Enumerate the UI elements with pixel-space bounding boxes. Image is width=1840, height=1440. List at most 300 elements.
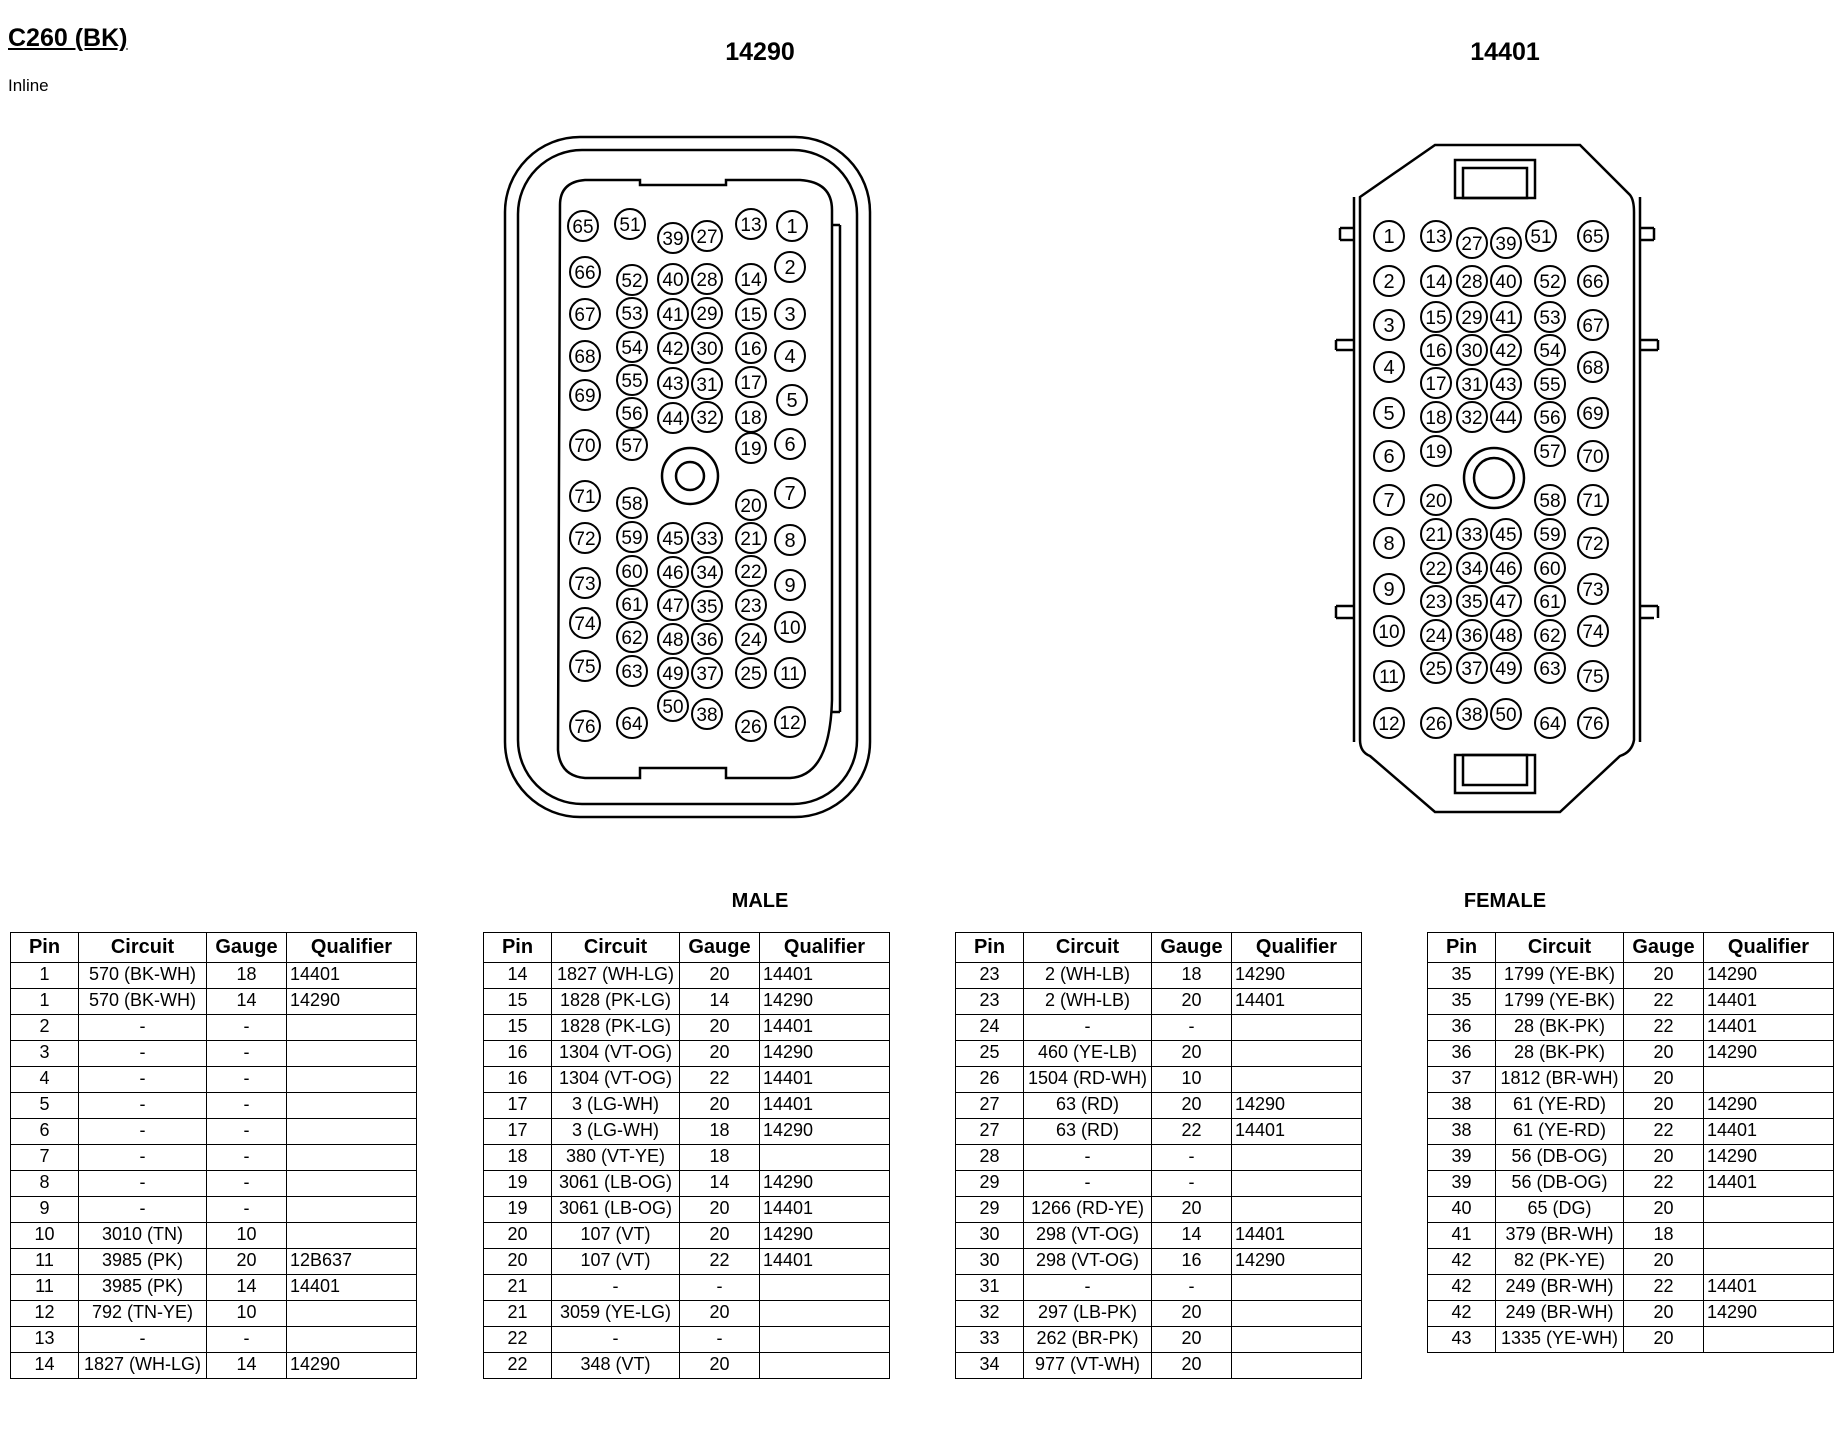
female-pin-cavities	[1374, 221, 1608, 738]
circuit-cell: 3985 (PK)	[79, 1249, 207, 1275]
pin-number: 8	[1383, 533, 1395, 555]
male-part-number: 14290	[725, 38, 795, 66]
table-row	[956, 1119, 1362, 1145]
pin-cell: 10	[11, 1223, 79, 1249]
circuit-cell: 107 (VT)	[552, 1249, 680, 1275]
pin-number: 51	[1530, 227, 1552, 248]
table-row	[1428, 1171, 1834, 1197]
qualifier-cell: 14401	[1704, 1171, 1834, 1197]
qualifier-cell	[1704, 1327, 1834, 1353]
table-row	[1428, 963, 1834, 989]
qualifier-cell: 14290	[1704, 1301, 1834, 1327]
pin-number: 74	[1582, 622, 1604, 643]
pin-cell: 38	[1428, 1119, 1496, 1145]
qualifier-cell	[760, 1275, 890, 1301]
column-header: Pin	[956, 933, 1024, 963]
circuit-cell: 298 (VT-OG)	[1024, 1223, 1152, 1249]
table-row	[484, 1171, 890, 1197]
pin-number: 56	[621, 404, 643, 425]
pin-number: 4	[1383, 357, 1395, 379]
male-pin-cavities	[568, 209, 807, 741]
gauge-cell: 14	[680, 1171, 760, 1197]
column-header: Circuit	[1024, 933, 1152, 963]
pin-number: 33	[1461, 525, 1483, 546]
pin-number: 29	[1461, 308, 1483, 329]
pin-number: 64	[1539, 714, 1561, 735]
circuit-cell: -	[79, 1093, 207, 1119]
pin-number: 53	[1539, 308, 1561, 329]
pin-number: 48	[662, 630, 684, 651]
pin-cell: 19	[484, 1197, 552, 1223]
qualifier-cell: 14290	[760, 1119, 890, 1145]
pin-number: 55	[621, 371, 643, 392]
pin-number: 43	[662, 374, 684, 395]
gauge-cell: 20	[1624, 1145, 1704, 1171]
qualifier-cell: 14290	[760, 989, 890, 1015]
pin-number: 74	[574, 614, 596, 635]
gauge-cell: 18	[1624, 1223, 1704, 1249]
pin-number: 68	[574, 347, 596, 368]
pin-number: 70	[574, 436, 596, 457]
circuit-cell: 1504 (RD-WH)	[1024, 1067, 1152, 1093]
column-header: Gauge	[680, 933, 760, 963]
pin-cell: 30	[956, 1223, 1024, 1249]
pinout-table-3	[955, 932, 1362, 1379]
pin-number: 15	[1425, 308, 1447, 329]
table-row	[956, 989, 1362, 1015]
pin-cell: 21	[484, 1275, 552, 1301]
circuit-cell: -	[79, 1041, 207, 1067]
pin-cell: 37	[1428, 1067, 1496, 1093]
circuit-cell: 107 (VT)	[552, 1223, 680, 1249]
pin-cell: 31	[956, 1275, 1024, 1301]
pin-cell: 1	[11, 963, 79, 989]
table-row	[956, 1015, 1362, 1041]
pin-number: 3	[1383, 315, 1395, 337]
circuit-cell: 348 (VT)	[552, 1353, 680, 1379]
pin-cell: 18	[484, 1145, 552, 1171]
qualifier-cell: 14401	[760, 1067, 890, 1093]
pin-number: 19	[1425, 442, 1447, 463]
table-row	[484, 1119, 890, 1145]
pin-number: 29	[696, 304, 718, 325]
table-row	[956, 1067, 1362, 1093]
pin-number: 43	[1495, 375, 1517, 396]
gauge-cell: 10	[1152, 1067, 1232, 1093]
gauge-cell: 20	[1624, 1197, 1704, 1223]
gauge-cell: -	[680, 1275, 760, 1301]
circuit-cell: 3059 (YE-LG)	[552, 1301, 680, 1327]
table-row	[11, 1249, 417, 1275]
gauge-cell: 16	[1152, 1249, 1232, 1275]
table-row	[484, 1145, 890, 1171]
pin-cell: 20	[484, 1249, 552, 1275]
pin-number: 14	[740, 270, 762, 291]
table-row	[1428, 1301, 1834, 1327]
column-header: Qualifier	[760, 933, 890, 963]
table-row	[1428, 1223, 1834, 1249]
pin-cell: 16	[484, 1041, 552, 1067]
table-row	[484, 1015, 890, 1041]
circuit-cell: 3 (LG-WH)	[552, 1093, 680, 1119]
pin-number: 48	[1495, 626, 1517, 647]
table-row	[11, 1301, 417, 1327]
table-row	[484, 1197, 890, 1223]
pinout-table-4	[1427, 932, 1834, 1353]
circuit-cell: -	[79, 1327, 207, 1353]
qualifier-cell: 14290	[1704, 1093, 1834, 1119]
connector-title: C260 (BK)	[8, 24, 128, 52]
table-row	[956, 1353, 1362, 1379]
pin-cell: 42	[1428, 1301, 1496, 1327]
circuit-cell: -	[552, 1275, 680, 1301]
pin-cell: 23	[956, 963, 1024, 989]
pin-cell: 17	[484, 1093, 552, 1119]
gauge-cell: 22	[680, 1067, 760, 1093]
pin-number: 76	[574, 717, 596, 738]
pin-cell: 42	[1428, 1275, 1496, 1301]
pin-cell: 22	[484, 1353, 552, 1379]
column-header: Pin	[1428, 933, 1496, 963]
circuit-cell: 56 (DB-OG)	[1496, 1171, 1624, 1197]
qualifier-cell	[287, 1301, 417, 1327]
column-header: Qualifier	[287, 933, 417, 963]
pin-cell: 28	[956, 1145, 1024, 1171]
pin-number: 21	[740, 529, 762, 550]
table-row	[484, 1275, 890, 1301]
circuit-cell: 3010 (TN)	[79, 1223, 207, 1249]
pin-number: 60	[1539, 559, 1561, 580]
circuit-cell: 1304 (VT-OG)	[552, 1041, 680, 1067]
pin-cell: 40	[1428, 1197, 1496, 1223]
gauge-cell: 14	[1152, 1223, 1232, 1249]
gauge-cell: -	[1152, 1171, 1232, 1197]
qualifier-cell	[1232, 1275, 1362, 1301]
pin-cell: 6	[11, 1119, 79, 1145]
circuit-cell: 570 (BK-WH)	[79, 963, 207, 989]
pin-number: 17	[1425, 374, 1447, 395]
table-row	[1428, 1093, 1834, 1119]
gauge-cell: -	[207, 1093, 287, 1119]
circuit-cell: 28 (BK-PK)	[1496, 1015, 1624, 1041]
pin-number: 69	[1582, 404, 1604, 425]
gauge-cell: -	[207, 1327, 287, 1353]
pin-number: 7	[1383, 490, 1395, 512]
pin-cell: 15	[484, 989, 552, 1015]
qualifier-cell	[287, 1171, 417, 1197]
gauge-cell: 22	[680, 1249, 760, 1275]
gauge-cell: 18	[680, 1145, 760, 1171]
circuit-cell: 570 (BK-WH)	[79, 989, 207, 1015]
pin-number: 30	[696, 339, 718, 360]
circuit-cell: -	[79, 1171, 207, 1197]
qualifier-cell: 14290	[287, 989, 417, 1015]
qualifier-cell: 14290	[1232, 963, 1362, 989]
pin-cell: 26	[956, 1067, 1024, 1093]
table-row	[956, 1171, 1362, 1197]
gauge-cell: 22	[1624, 1015, 1704, 1041]
circuit-cell: 61 (YE-RD)	[1496, 1119, 1624, 1145]
pin-cell: 36	[1428, 1041, 1496, 1067]
pin-number: 33	[696, 529, 718, 550]
pin-cell: 3	[11, 1041, 79, 1067]
pin-number: 52	[621, 271, 643, 292]
circuit-cell: 3 (LG-WH)	[552, 1119, 680, 1145]
gauge-cell: 10	[207, 1223, 287, 1249]
pin-cell: 11	[11, 1275, 79, 1301]
pin-number: 39	[1495, 234, 1517, 255]
pin-number: 49	[1495, 659, 1517, 680]
qualifier-cell	[287, 1223, 417, 1249]
qualifier-cell	[1232, 1145, 1362, 1171]
qualifier-cell: 14401	[760, 1093, 890, 1119]
pin-number: 11	[1379, 667, 1399, 688]
pin-number: 17	[740, 373, 762, 394]
pin-cell: 29	[956, 1171, 1024, 1197]
circuit-cell: 63 (RD)	[1024, 1119, 1152, 1145]
qualifier-cell	[287, 1067, 417, 1093]
gauge-cell: 20	[1624, 1093, 1704, 1119]
gauge-cell: -	[207, 1067, 287, 1093]
table-row	[1428, 1119, 1834, 1145]
gauge-cell: 20	[1624, 1327, 1704, 1353]
table-row	[11, 1197, 417, 1223]
pin-number: 69	[574, 386, 596, 407]
circuit-cell: 3985 (PK)	[79, 1275, 207, 1301]
table-row	[11, 1327, 417, 1353]
qualifier-cell	[1232, 1067, 1362, 1093]
gauge-cell: -	[1152, 1145, 1232, 1171]
table-row	[11, 1015, 417, 1041]
table-row	[1428, 1015, 1834, 1041]
qualifier-cell: 12B637	[287, 1249, 417, 1275]
pin-number: 53	[621, 304, 643, 325]
pin-number: 8	[784, 530, 796, 552]
qualifier-cell	[1704, 1223, 1834, 1249]
gauge-cell: 20	[680, 1353, 760, 1379]
pin-number: 72	[1582, 534, 1604, 555]
table-row	[956, 963, 1362, 989]
circuit-cell: -	[1024, 1275, 1152, 1301]
circuit-cell: 977 (VT-WH)	[1024, 1353, 1152, 1379]
gauge-cell: 20	[1152, 1093, 1232, 1119]
qualifier-cell: 14401	[1704, 1119, 1834, 1145]
pin-number: 67	[574, 305, 596, 326]
pin-number: 54	[1539, 341, 1561, 362]
pin-number: 12	[779, 713, 801, 734]
pin-number: 36	[696, 630, 718, 651]
pin-number: 58	[1539, 491, 1561, 512]
column-header: Gauge	[1624, 933, 1704, 963]
table-row	[956, 1145, 1362, 1171]
gauge-cell: 20	[680, 1041, 760, 1067]
circuit-cell: 3061 (LB-OG)	[552, 1171, 680, 1197]
qualifier-cell	[760, 1353, 890, 1379]
qualifier-cell: 14401	[760, 963, 890, 989]
circuit-cell: 1335 (YE-WH)	[1496, 1327, 1624, 1353]
qualifier-cell	[287, 1119, 417, 1145]
table-row	[956, 1327, 1362, 1353]
gauge-cell: 22	[1624, 1119, 1704, 1145]
circuit-cell: 65 (DG)	[1496, 1197, 1624, 1223]
circuit-cell: -	[552, 1327, 680, 1353]
female-part-number: 14401	[1470, 38, 1540, 66]
table-row	[956, 1041, 1362, 1067]
gauge-cell: 20	[680, 1197, 760, 1223]
column-header: Pin	[484, 933, 552, 963]
pin-number: 47	[1495, 592, 1517, 613]
pin-number: 27	[1461, 234, 1483, 255]
pin-number: 28	[696, 270, 718, 291]
circuit-cell: 262 (BR-PK)	[1024, 1327, 1152, 1353]
qualifier-cell: 14290	[1704, 1145, 1834, 1171]
pin-number: 24	[740, 630, 762, 651]
circuit-cell: 3061 (LB-OG)	[552, 1197, 680, 1223]
circuit-cell: -	[79, 1119, 207, 1145]
table-row	[11, 1093, 417, 1119]
gauge-cell: 14	[207, 1353, 287, 1379]
pin-number: 57	[621, 436, 643, 457]
pin-number: 2	[1383, 271, 1395, 293]
gauge-cell: -	[207, 1197, 287, 1223]
qualifier-cell	[760, 1145, 890, 1171]
circuit-cell: 61 (YE-RD)	[1496, 1093, 1624, 1119]
pinout-table-2	[483, 932, 890, 1379]
circuit-cell: 1827 (WH-LG)	[552, 963, 680, 989]
pin-number: 3	[784, 304, 796, 326]
pin-number: 42	[1495, 341, 1517, 362]
table-row	[956, 1197, 1362, 1223]
pin-number: 62	[621, 628, 643, 649]
circuit-cell: 2 (WH-LB)	[1024, 989, 1152, 1015]
column-header: Gauge	[207, 933, 287, 963]
table-row	[11, 1145, 417, 1171]
table-row	[956, 1223, 1362, 1249]
pin-cell: 39	[1428, 1145, 1496, 1171]
table-row	[1428, 1197, 1834, 1223]
table-row	[11, 1119, 417, 1145]
qualifier-cell: 14401	[287, 1275, 417, 1301]
pin-number: 40	[662, 270, 684, 291]
pin-number: 10	[779, 618, 801, 639]
pin-cell: 13	[11, 1327, 79, 1353]
pin-number: 6	[784, 434, 796, 456]
pin-cell: 4	[11, 1067, 79, 1093]
pin-number: 5	[786, 390, 798, 412]
pin-number: 46	[662, 563, 684, 584]
table-row	[484, 1067, 890, 1093]
pin-number: 34	[1461, 559, 1483, 580]
pin-number: 35	[1461, 592, 1483, 613]
pin-number: 25	[1425, 659, 1447, 680]
qualifier-cell: 14401	[1232, 1223, 1362, 1249]
pin-number: 65	[572, 217, 594, 238]
pin-cell: 21	[484, 1301, 552, 1327]
gauge-cell: 14	[680, 989, 760, 1015]
pin-cell: 27	[956, 1093, 1024, 1119]
pin-number: 35	[696, 597, 718, 618]
circuit-cell: 297 (LB-PK)	[1024, 1301, 1152, 1327]
qualifier-cell	[287, 1197, 417, 1223]
pin-number: 22	[740, 562, 762, 583]
pin-number: 26	[740, 717, 762, 738]
pin-cell: 42	[1428, 1249, 1496, 1275]
pin-number: 59	[621, 528, 643, 549]
pin-number: 26	[1425, 714, 1447, 735]
table-row	[11, 989, 417, 1015]
pin-number: 14	[1425, 272, 1447, 293]
qualifier-cell	[287, 1093, 417, 1119]
table-row	[484, 1327, 890, 1353]
circuit-cell: 1828 (PK-LG)	[552, 989, 680, 1015]
qualifier-cell	[1232, 1041, 1362, 1067]
column-header: Pin	[11, 933, 79, 963]
pin-cell: 38	[1428, 1093, 1496, 1119]
gauge-cell: 22	[1152, 1119, 1232, 1145]
circuit-cell: 460 (YE-LB)	[1024, 1041, 1152, 1067]
pin-number: 70	[1582, 447, 1604, 468]
table-row	[956, 1249, 1362, 1275]
pin-number: 61	[1539, 592, 1561, 613]
pin-number: 38	[1461, 705, 1483, 726]
pin-cell: 35	[1428, 963, 1496, 989]
pin-cell: 19	[484, 1171, 552, 1197]
pin-number: 32	[1461, 408, 1483, 429]
pin-number: 28	[1461, 272, 1483, 293]
gauge-cell: 20	[1152, 1041, 1232, 1067]
pin-number: 75	[1582, 667, 1604, 688]
pin-number: 59	[1539, 525, 1561, 546]
pin-cell: 43	[1428, 1327, 1496, 1353]
gauge-cell: 22	[1624, 989, 1704, 1015]
table-row	[956, 1093, 1362, 1119]
pin-cell: 34	[956, 1353, 1024, 1379]
gauge-cell: -	[207, 1145, 287, 1171]
gauge-cell: -	[1152, 1275, 1232, 1301]
pin-number: 41	[1495, 308, 1517, 329]
table-row	[11, 1067, 417, 1093]
pin-number: 15	[740, 305, 762, 326]
pin-number: 30	[1461, 341, 1483, 362]
table-row	[1428, 1041, 1834, 1067]
table-row	[956, 1301, 1362, 1327]
pin-number: 65	[1582, 227, 1604, 248]
pin-cell: 7	[11, 1145, 79, 1171]
pin-number: 45	[1495, 525, 1517, 546]
circuit-cell: -	[1024, 1015, 1152, 1041]
pin-number: 34	[696, 563, 718, 584]
qualifier-cell	[1232, 1353, 1362, 1379]
pin-number: 62	[1539, 626, 1561, 647]
gauge-cell: 20	[1152, 1197, 1232, 1223]
pin-number: 67	[1582, 316, 1604, 337]
pin-number: 10	[1378, 622, 1400, 643]
pin-cell: 12	[11, 1301, 79, 1327]
qualifier-cell: 14401	[1704, 989, 1834, 1015]
gauge-cell: 20	[1624, 1041, 1704, 1067]
pin-number: 44	[1495, 408, 1517, 429]
pin-number: 66	[1582, 272, 1604, 293]
pin-number: 52	[1539, 272, 1561, 293]
table-row	[484, 963, 890, 989]
pin-cell: 29	[956, 1197, 1024, 1223]
gauge-cell: -	[680, 1327, 760, 1353]
pin-number: 37	[696, 664, 718, 685]
gauge-cell: 20	[1624, 1249, 1704, 1275]
circuit-cell: 56 (DB-OG)	[1496, 1145, 1624, 1171]
circuit-cell: -	[79, 1197, 207, 1223]
pin-number: 51	[619, 215, 641, 236]
